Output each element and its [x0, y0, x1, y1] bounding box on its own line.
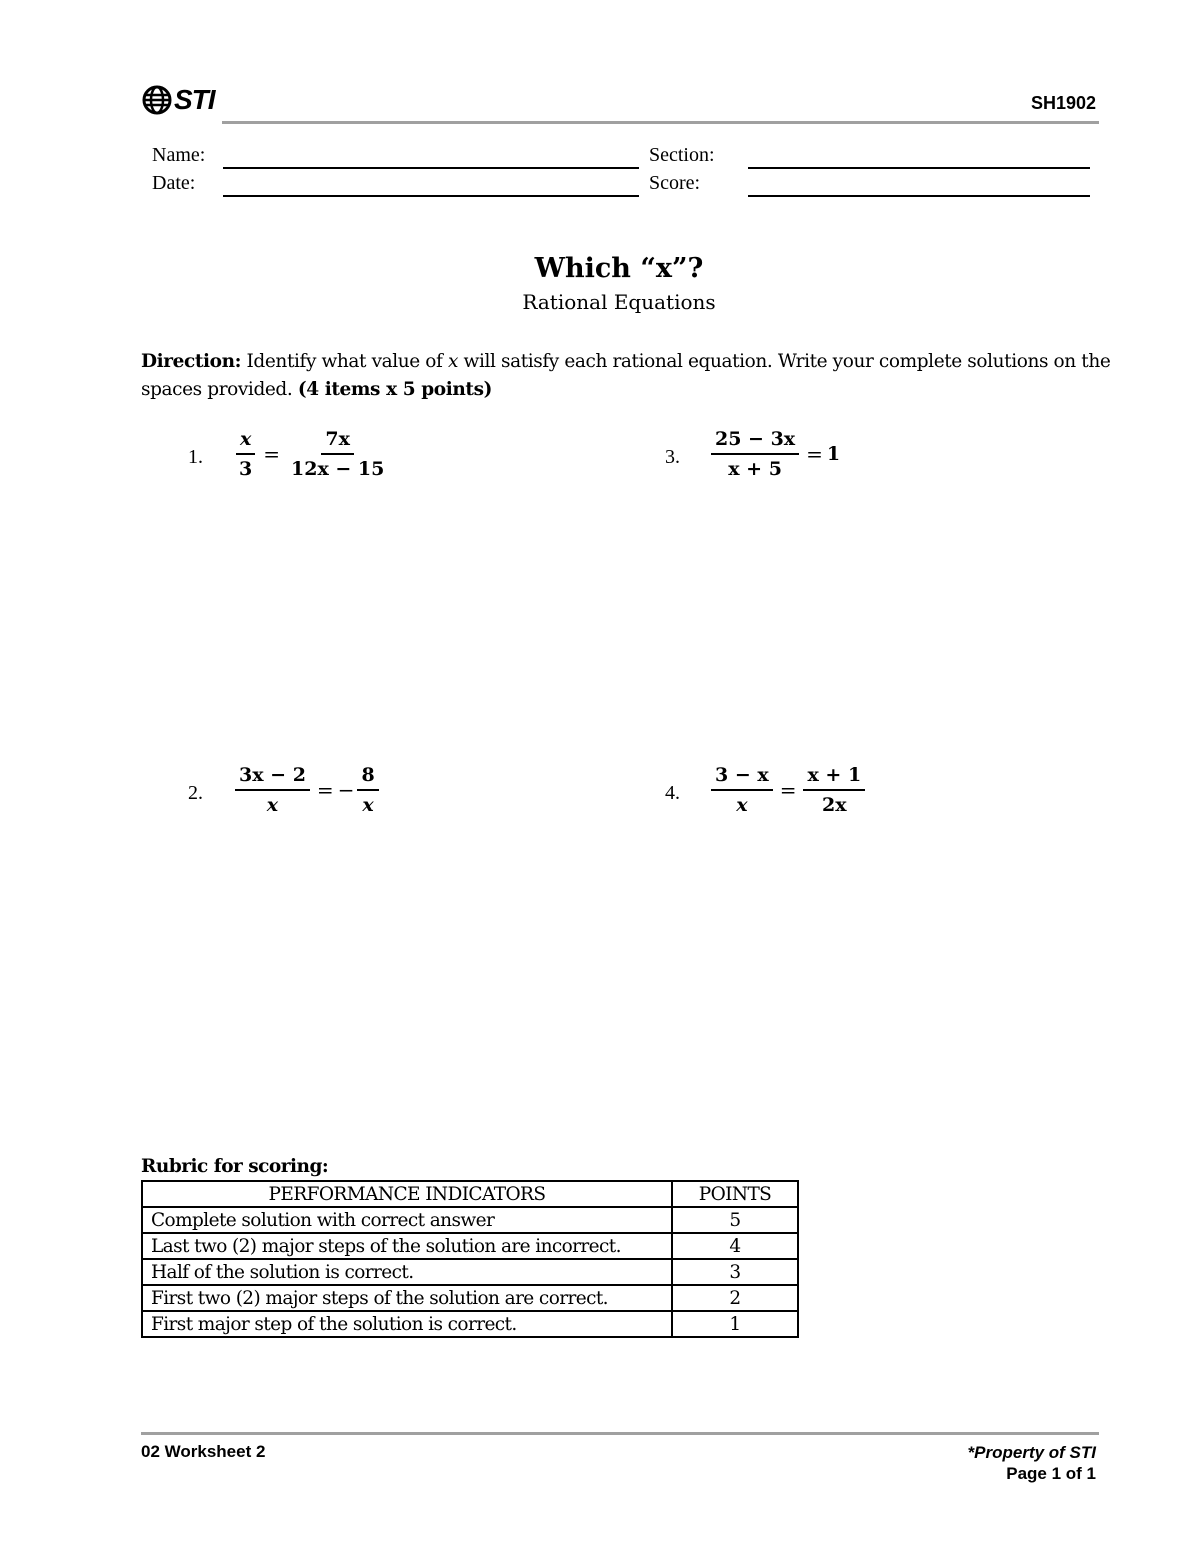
name-field[interactable] [223, 167, 639, 169]
date-field[interactable] [223, 195, 639, 197]
item-1-right-numerator: 7x [321, 428, 354, 455]
direction-text-2: will satisfy each rational equation. Write your complete solutions on the spaces provided. [141, 351, 1111, 400]
rubric-header-indicators: PERFORMANCE INDICATORS [142, 1181, 672, 1207]
direction-label: Direction: [141, 351, 242, 372]
globe-logo-icon [142, 85, 172, 115]
table-row [142, 1233, 798, 1259]
footer-property: *Property of STI [967, 1443, 1096, 1462]
direction-text-1: Identify what value of [241, 351, 448, 372]
item-1-equals: = [263, 442, 280, 466]
logo-text: STI [174, 84, 215, 115]
rubric-header-row [142, 1181, 798, 1207]
item-3-number: 3. [665, 446, 680, 468]
rubric-table [141, 1180, 799, 1338]
rubric-indicator: Last two (2) major steps of the solution are incorrect. [142, 1233, 672, 1259]
rubric-points: 2 [672, 1285, 798, 1311]
item-4-equation [708, 764, 868, 816]
item-2-equals: = [316, 778, 334, 802]
section-label: Section: [649, 144, 715, 166]
item-3-equation [708, 428, 840, 480]
item-4-equals: = [779, 778, 797, 802]
item-2-right-numerator: 8 [357, 764, 378, 791]
rubric-points: 4 [672, 1233, 798, 1259]
rubric-indicator: Half of the solution is correct. [142, 1259, 672, 1285]
header-rule [222, 121, 1099, 124]
item-2-left-fraction [235, 764, 310, 816]
footer-right [968, 1442, 1096, 1484]
rubric-points: 3 [672, 1259, 798, 1285]
item-4-right-numerator: x + 1 [803, 764, 865, 791]
item-3-equals: = [806, 442, 823, 466]
item-1-right-denominator: 12x − 15 [291, 458, 385, 480]
item-4-left-numerator: 3 − x [711, 764, 773, 791]
item-2-left-numerator: 3x − 2 [235, 764, 310, 791]
table-row [142, 1259, 798, 1285]
score-field[interactable] [748, 195, 1090, 197]
direction-paragraph [141, 348, 1131, 404]
item-1-right-fraction [287, 428, 388, 480]
item-3-rhs: 1 [826, 443, 841, 465]
item-3-left-denominator: x + 5 [728, 458, 782, 480]
item-4-right-fraction [803, 764, 865, 816]
footer-page-number: Page 1 of 1 [1006, 1464, 1096, 1483]
name-label: Name: [152, 144, 206, 166]
points-note: (4 items x 5 points) [297, 379, 492, 400]
worksheet-subtitle: Rational Equations [522, 290, 716, 314]
item-2-left-denominator: x [266, 794, 279, 816]
rubric-indicator: First two (2) major steps of the solution are correct. [142, 1285, 672, 1311]
section-field[interactable] [748, 167, 1090, 169]
rubric-header-points: POINTS [672, 1181, 798, 1207]
item-3-left-numerator: 25 − 3x [711, 428, 799, 455]
item-1-equation [232, 428, 391, 480]
item-1-left-numerator: x [236, 428, 255, 455]
item-1-left-fraction [235, 428, 256, 480]
item-4-left-denominator: x [736, 794, 748, 816]
item-2-right-denominator: x [362, 794, 374, 816]
date-label: Date: [152, 172, 196, 194]
rubric-indicator: First major step of the solution is correct. [142, 1311, 672, 1337]
footer-rule [141, 1432, 1099, 1435]
worksheet-title: Which “x”? [534, 253, 704, 284]
item-3-left-fraction [711, 428, 799, 480]
item-2-right-fraction [357, 764, 378, 816]
item-4-number: 4. [665, 782, 680, 804]
item-4-left-fraction [711, 764, 773, 816]
item-2-equation [232, 764, 382, 816]
sti-logo [142, 84, 215, 116]
item-1-number: 1. [188, 446, 203, 468]
rubric-points: 1 [672, 1311, 798, 1337]
rubric-title: Rubric for scoring: [141, 1156, 329, 1177]
footer-worksheet-label: 02 Worksheet 2 [141, 1442, 266, 1461]
rubric-indicator: Complete solution with correct answer [142, 1207, 672, 1233]
table-row [142, 1285, 798, 1311]
table-row [142, 1311, 798, 1337]
rubric-points: 5 [672, 1207, 798, 1233]
document-code: SH1902 [1030, 93, 1096, 113]
score-label: Score: [649, 172, 701, 194]
item-1-left-denominator: 3 [239, 458, 253, 480]
item-4-right-denominator: 2x [822, 794, 847, 816]
item-2-number: 2. [188, 782, 203, 804]
item-2-minus-sign: − [337, 778, 355, 802]
direction-var: x [447, 351, 459, 372]
table-row [142, 1207, 798, 1233]
